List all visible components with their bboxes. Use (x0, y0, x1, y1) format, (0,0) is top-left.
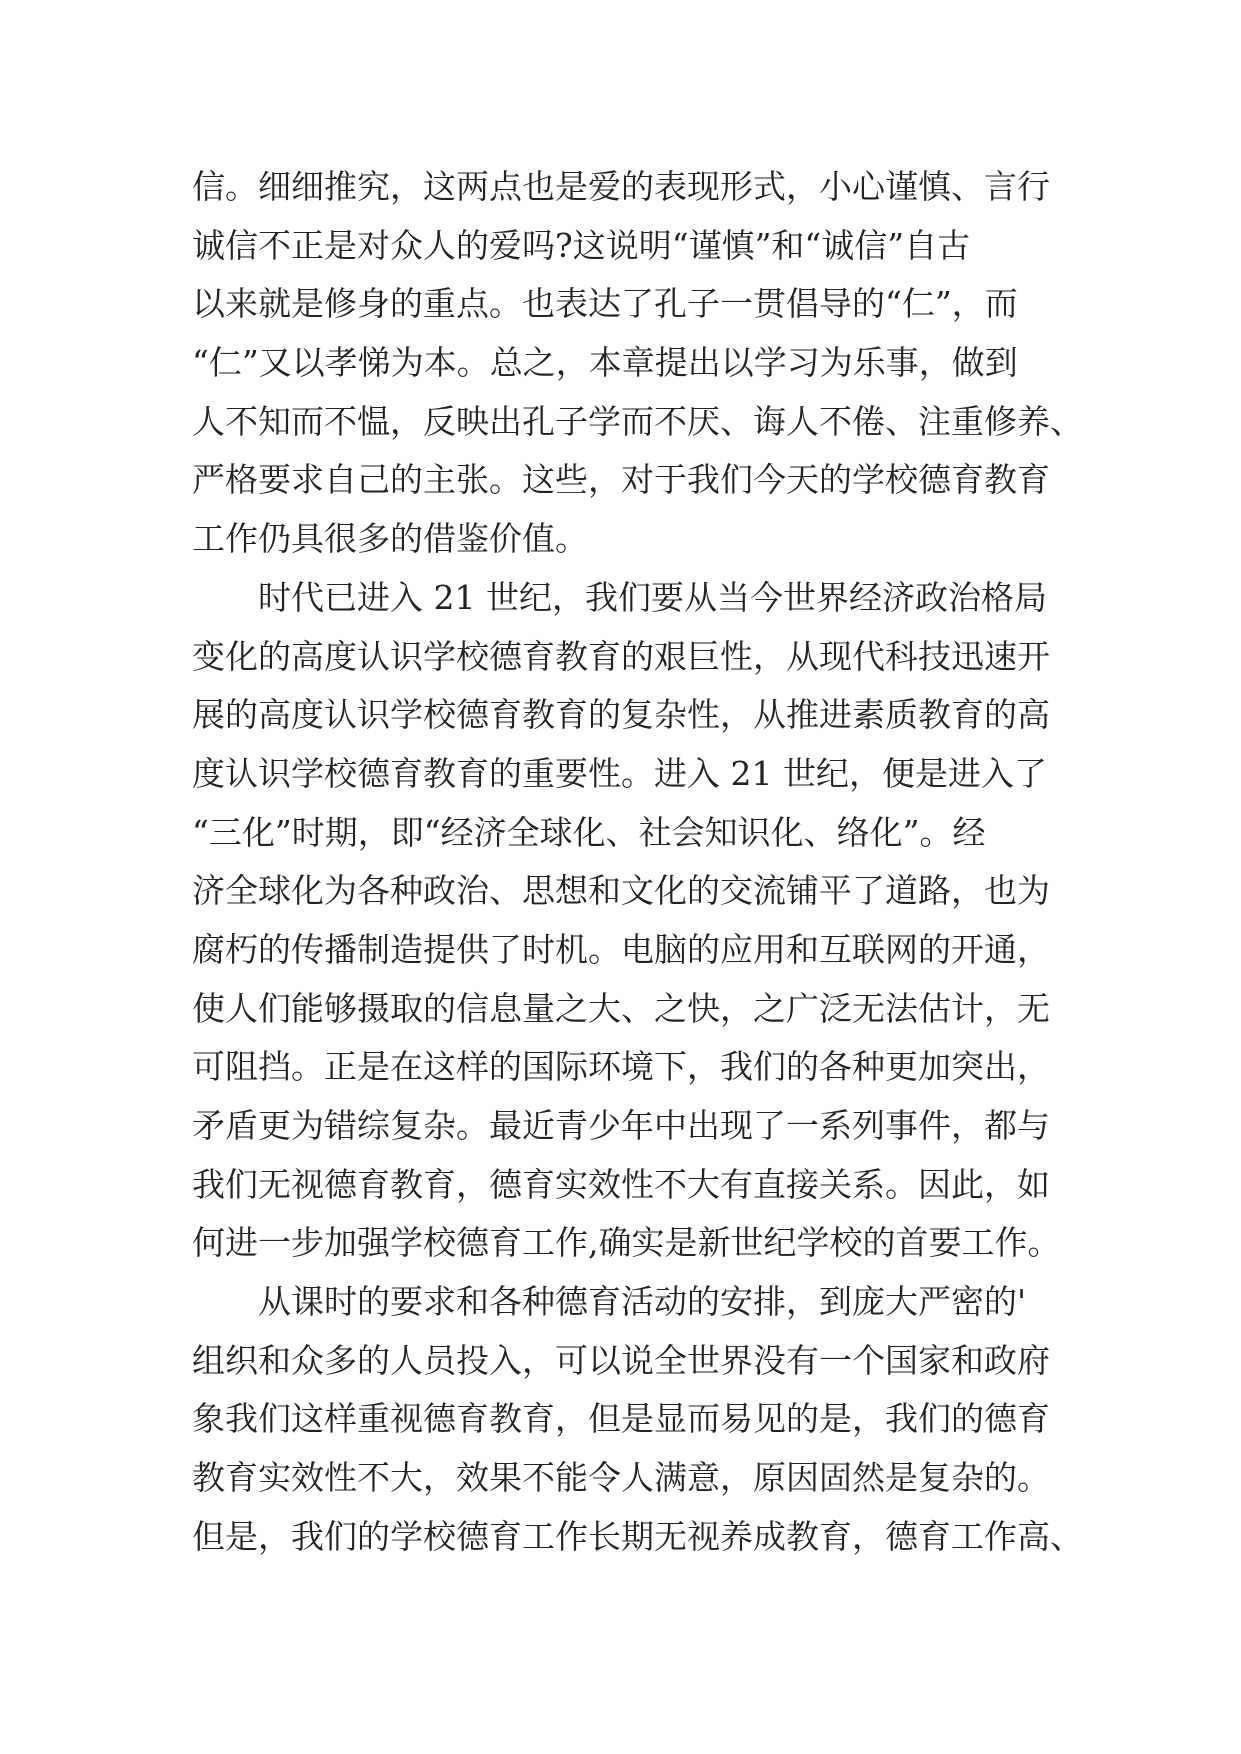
text-line: 诚信不正是对众人的爱吗?这说明“谨慎”和“诚信”自古 (192, 225, 971, 265)
text-line: 严格要求自己的主张。这些，对于我们今天的学校德育教育 (192, 460, 1050, 500)
text-line: “三化”时期，即“经济全球化、社会知识化、络化”。经 (192, 812, 986, 852)
text-line: 展的高度认识学校德育教育的复杂性，从推进素质教育的高 (192, 695, 1050, 735)
text-line: 教育实效性不大，效果不能令人满意，原因固然是复杂的。 (192, 1458, 1050, 1498)
text-line: 可阻挡。正是在这样的国际环境下，我们的各种更加突出， (192, 1047, 1050, 1087)
text-line: 组织和众多的人员投入，可以说全世界没有一个国家和政府 (192, 1340, 1050, 1380)
text-line: 工作仍具很多的借鉴价值。 (192, 519, 588, 559)
text-line: 人不知而不愠，反映出孔子学而不厌、诲人不倦、注重修养、 (192, 401, 1083, 441)
text-line: 济全球化为各种政治、思想和文化的交流铺平了道路，也为 (192, 871, 1050, 911)
text-line: 使人们能够摄取的信息量之大、之快，之广泛无法估计，无 (192, 988, 1050, 1028)
text-line: 信。细细推究，这两点也是爱的表现形式，小心谨慎、言行 (192, 167, 1050, 206)
body-text (192, 158, 1083, 1567)
text-line: 我们无视德育教育，德育实效性不大有直接关系。因此，如 (192, 1164, 1050, 1204)
text-line: 腐朽的传播制造提供了时机。电脑的应用和互联网的开通， (192, 929, 1050, 969)
paragraph-start-line: 从课时的要求和各种德育活动的安排，到庞大严密的' (258, 1282, 1027, 1322)
text-line: 何进一步加强学校德育工作,确实是新世纪学校的首要工作。 (192, 1223, 1061, 1263)
paragraph-start-line: 时代已进入 21 世纪，我们要从当今世界经济政治格局 (258, 577, 1047, 617)
text-line: “仁”又以孝悌为本。总之，本章提出以学习为乐事，做到 (192, 343, 1018, 383)
text-line: 象我们这样重视德育教育，但是显而易见的是，我们的德育 (192, 1399, 1050, 1439)
text-line: 变化的高度认识学校德育教育的艰巨性，从现代科技迅速开 (192, 636, 1050, 676)
text-line: 以来就是修身的重点。也表达了孔子一贯倡导的“仁”，而 (192, 284, 1018, 324)
text-line: 度认识学校德育教育的重要性。进入 21 世纪，便是进入了 (192, 753, 1047, 793)
text-line: 但是，我们的学校德育工作长期无视养成教育，德育工作高、 (192, 1516, 1083, 1556)
text-line: 矛盾更为错综复杂。最近青少年中出现了一系列事件，都与 (192, 1106, 1050, 1145)
